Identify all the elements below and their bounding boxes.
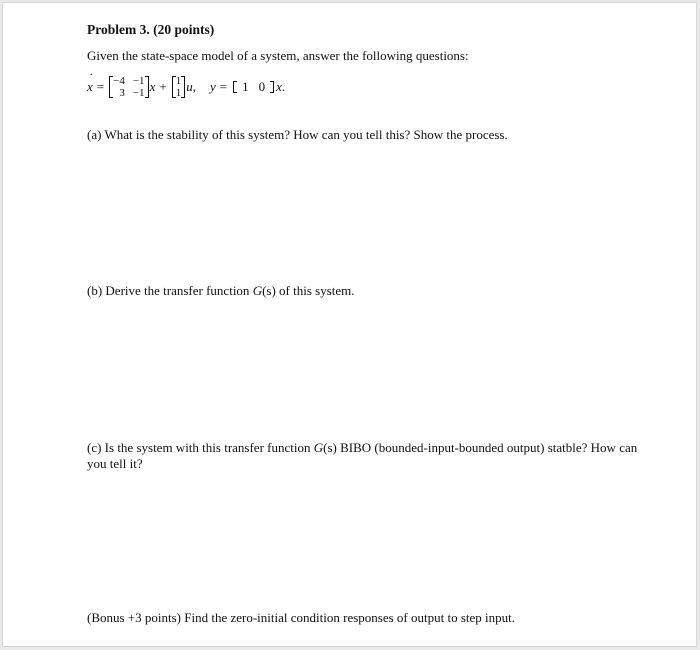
question-b-text: (b) Derive the transfer function — [87, 283, 253, 298]
transfer-function-s: (s) — [323, 440, 337, 455]
question-c-text: (c) Is the system with this transfer function — [87, 440, 314, 455]
matrix-b — [172, 75, 186, 99]
matrix-c-cell: 1 — [242, 79, 249, 94]
transfer-function-s: (s) — [262, 283, 276, 298]
state-x-2: x — [276, 79, 282, 94]
problem-title: Problem 3. (20 points) — [87, 22, 215, 37]
equals-sign-2: = — [219, 79, 228, 94]
matrix-a-cell: 3 — [119, 87, 125, 99]
input-u: u — [186, 79, 193, 94]
x-dot-symbol: x ˙ — [87, 79, 93, 95]
matrix-a-cell: −1 — [132, 87, 145, 99]
problem-intro: Given the state-space model of a system, answer the following questions: — [87, 48, 469, 63]
matrix-b-cell: 1 — [175, 75, 182, 87]
question-b-text-end: of this system. — [275, 283, 355, 298]
matrix-c — [233, 79, 274, 95]
state-x: x — [149, 79, 156, 94]
period: . — [281, 79, 286, 94]
matrix-b-cell: 1 — [175, 87, 182, 99]
document-page — [2, 2, 697, 647]
matrix-a-cell: −1 — [132, 75, 145, 87]
matrix-a-cell: −4 — [113, 75, 125, 87]
matrix-a — [109, 75, 148, 99]
question-c — [87, 440, 647, 472]
question-c-text-end: BIBO (bounded-input-bounded output) statble? How can you tell it? — [87, 440, 638, 471]
equals-sign: = — [96, 79, 105, 94]
transfer-function-g: G — [252, 283, 263, 298]
output-y: y — [209, 79, 216, 94]
state-space-equation — [87, 71, 285, 103]
question-a: (a) What is the stability of this system? How can you tell this? Show the process. — [87, 127, 508, 142]
transfer-function-g: G — [313, 440, 324, 455]
question-b — [87, 283, 355, 299]
comma: , — [192, 79, 196, 94]
plus-sign: + — [159, 79, 167, 94]
matrix-c-cell: 0 — [258, 79, 266, 94]
question-bonus: (Bonus +3 points) Find the zero-initial condition responses of output to step input. — [87, 610, 515, 625]
